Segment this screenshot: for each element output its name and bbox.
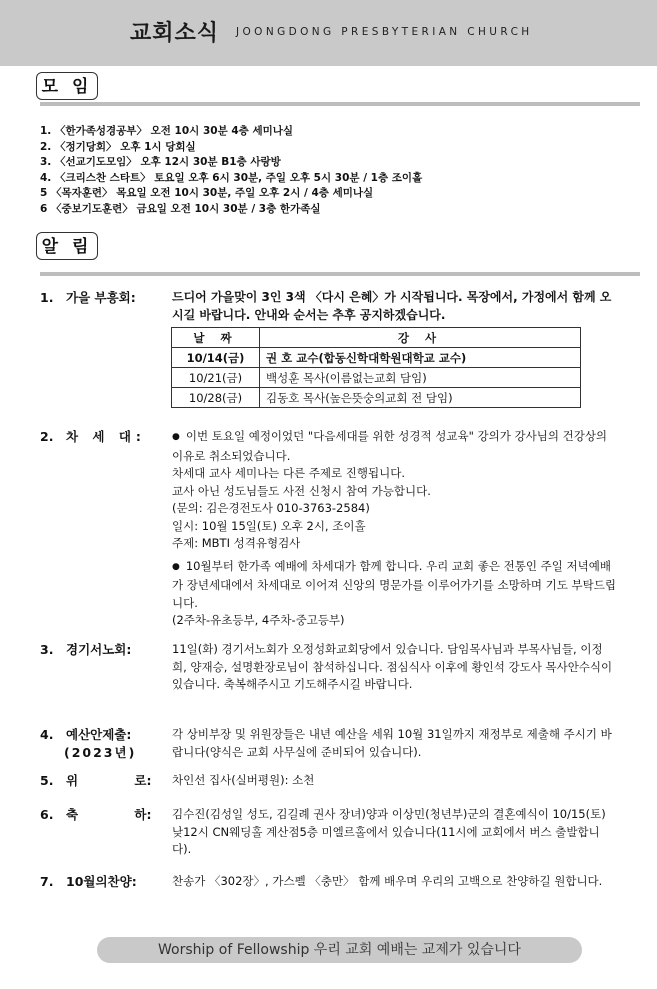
notice-text: 각 상비부장 및 위원장들은 내년 예산을 세워 10월 31일까지 재정부로 제출해 주시기 바랍니다(양식은 교회 사무실에 준비되어 있습니다).	[172, 727, 612, 759]
notice-number: 3.	[40, 642, 54, 657]
revival-schedule-table	[171, 327, 581, 408]
notice-text: 차세대 교사 세미나는 다른 주제로 진행됩니다.	[172, 466, 406, 480]
list-item: 5 〈목자훈련〉 목요일 오전 10시 30분, 주일 오후 2시 / 4층 세미나실	[40, 187, 374, 199]
notices-section-label: 알 림	[36, 232, 98, 260]
notice-number: 2.	[40, 429, 54, 444]
schedule-speaker: 권 호 교수(합동신학대학원대학교 교수)	[260, 348, 581, 368]
notice-number: 1.	[40, 290, 54, 305]
schedule-speaker: 김동호 목사(높은뜻숭의교회 전 담임)	[260, 388, 581, 408]
notice-label: 가을 부흥회:	[66, 290, 136, 305]
notice-text: 드디어 가을맞이 3인 3색 〈다시 은혜〉가 시작됩니다. 목장에서, 가정에서 함께 오시길 바랍니다. 안내와 순서는 추후 공지하겠습니다.	[172, 290, 612, 322]
schedule-date: 10/14(금)	[172, 348, 260, 368]
section-divider	[40, 102, 640, 106]
notice-label: 차 세 대:	[66, 429, 146, 444]
notice-label-year: (2023년)	[64, 744, 137, 760]
meetings-list	[40, 124, 640, 217]
notice-text: 김수진(김성일 성도, 김길례 권사 장녀)양과 이상민(청년부)군의 결혼예식이 10/15(토) 낮12시 CN웨딩홀 계산점5층 미엘르홀에서 있습니다(11시에 교회에서 버스 출발합니다).	[172, 807, 606, 856]
notice-number: 5.	[40, 773, 54, 788]
list-item: 6 〈중보기도훈련〉 금요일 오전 10시 30분 / 3층 한가족실	[40, 202, 321, 215]
list-item: 2. 〈정기당회〉 오후 1시 당회실	[40, 140, 196, 153]
notice-text: ● 10월부터 한가족 예배에 차세대가 함께 합니다. 우리 교회 좋은 전통인 주일 저녁예배가 장년세대에서 차세대로 이어져 신앙의 명문가를 이루어가기를 소망하며 기도 부탁드립니다.	[172, 558, 616, 613]
footer-banner: Worship of Fellowship 우리 교회 예배는 교제가 있습니다	[97, 937, 582, 963]
notice-number: 4.	[40, 727, 54, 742]
notice-text: 차인선 집사(실버평원): 소천	[172, 773, 315, 787]
notice-label: 경기서노회:	[66, 642, 132, 657]
list-item: 4. 〈크리스찬 스타트〉 토요일 오후 6시 30분, 주일 오후 5시 30분 / 1층 조이홀	[40, 171, 423, 184]
section-divider	[40, 272, 640, 276]
notice-number: 6.	[40, 807, 54, 822]
page-header	[0, 0, 657, 66]
table-row	[172, 348, 581, 368]
list-item: 1. 〈한가족성경공부〉 오전 10시 30분 4층 세미나실	[40, 125, 294, 137]
notice-label: 위 로:	[66, 773, 152, 788]
notice-text: 주제: MBTI 성격유형검사	[172, 536, 301, 550]
notice-text: 일시: 10월 15일(토) 오후 2시, 조이홀	[172, 518, 366, 533]
notice-text: 교사 아닌 성도님들도 사전 신청시 참여 가능합니다.	[172, 483, 431, 498]
schedule-speaker: 백성훈 목사(이름없는교회 담임)	[260, 368, 581, 388]
notice-text: (문의: 김은경전도사 010-3763-2584)	[172, 501, 370, 515]
notice-label-main: 예산안제출:	[66, 727, 132, 742]
notice-label: 10월의찬양:	[66, 874, 137, 889]
table-row	[172, 388, 581, 408]
schedule-date: 10/21(금)	[172, 368, 260, 388]
page-title: 교회소식	[130, 21, 220, 46]
notice-text: 11일(화) 경기서노회가 오정성화교회당에서 있습니다. 담임목사님과 부목사님들, 이정희, 양재승, 설명환장로님이 참석하십니다. 점심식사 이후에 황인석 강도사 목사안수식이 있습니다. 축복해주시고 기도해주시길 바랍니다.	[172, 642, 613, 691]
meetings-section-label: 모 임	[36, 72, 98, 100]
table-header-date: 날 짜	[172, 328, 260, 348]
page-subtitle: JOONGDONG PRESBYTERIAN CHURCH	[236, 26, 533, 38]
schedule-date: 10/28(금)	[172, 388, 260, 408]
notice-text: (2주차-유초등부, 4주차-중고등부)	[172, 613, 345, 627]
notice-text: 찬송가 〈302장〉, 가스펠 〈충만〉 함께 배우며 우리의 고백으로 찬양하길 원합니다.	[172, 874, 603, 888]
notice-number: 7.	[40, 874, 54, 889]
notice-text: ● 이번 토요일 예정이었던 "다음세대를 위한 성경적 성교육" 강의가 강사님의 건강상의 이유로 취소되었습니다.	[172, 428, 616, 465]
table-header-speaker: 강 사	[260, 328, 581, 348]
notice-label: 축 하:	[66, 807, 152, 822]
notice-body	[172, 428, 616, 630]
list-item: 3. 〈선교기도모임〉 오후 12시 30분 B1층 사랑방	[40, 156, 281, 168]
table-row	[172, 368, 581, 388]
